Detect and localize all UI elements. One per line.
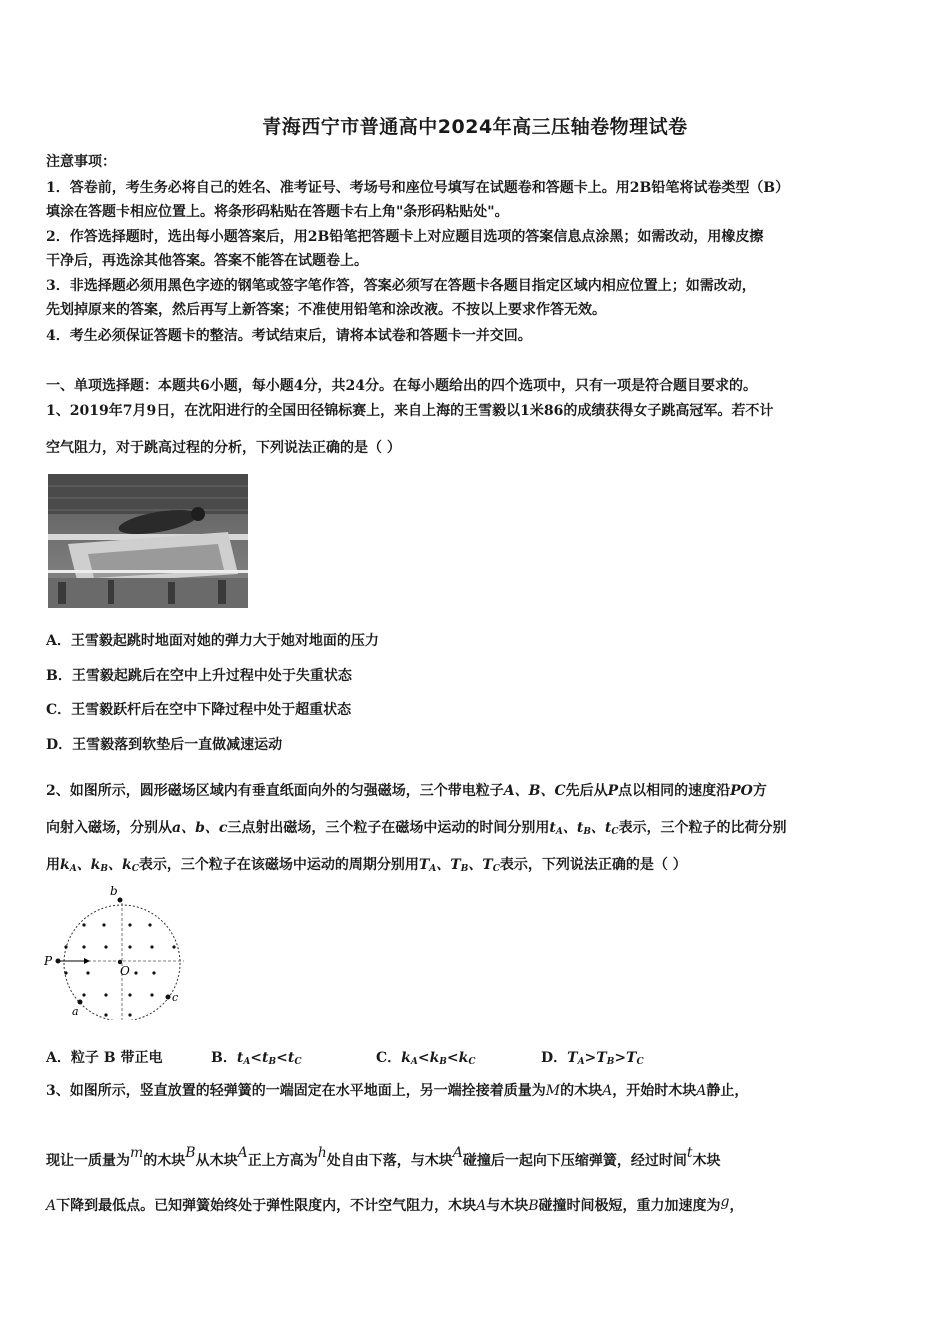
- high-jump-photo: [48, 474, 248, 608]
- notice-line: 2．作答选择题时，选出每小题答案后，用2B铅笔把答题卡上对应题目选项的答案信息点涂黑；如需改动，用橡皮擦: [46, 229, 764, 245]
- section-heading: 一、单项选择题：本题共6小题，每小题4分，共24分。在每小题给出的四个选项中，只有一项是符合题目要求的。: [46, 378, 757, 394]
- label-b: b: [110, 885, 118, 898]
- notice-heading: 注意事项：: [46, 154, 116, 170]
- notice-line: 填涂在答题卡相应位置上。将条形码粘贴在答题卡右上角"条形码粘贴处"。: [46, 204, 509, 220]
- q3-stem-line-3: A下降到最低点。已知弹簧始终处于弹性限度内，不计空气阻力，木块A与木块B碰撞时间极短，重力加速度为g，: [46, 1194, 744, 1214]
- q1-option-a: A．王雪毅起跳时地面对她的弹力大于她对地面的压力: [46, 633, 379, 649]
- q2-option-a: A．粒子 B 带正电: [46, 1050, 163, 1066]
- q1-stem-line: 空气阻力，对于跳高过程的分析，下列说法正确的是（ ）: [46, 440, 401, 456]
- label-c: c: [172, 991, 179, 1004]
- q2-stem-line-2: 向射入磁场，分别从a、b、c三点射出磁场，三个粒子在磁场中运动的时间分别用$t_A$、$t_B$、$t_C$表示，三个粒子的比荷分别: [46, 820, 787, 837]
- notice-line: 先划掉原来的答案，然后再写上新答案；不准使用铅笔和涂改液。不按以上要求作答无效。: [46, 302, 606, 318]
- page-title: 青海西宁市普通高中2024年高三压轴卷物理试卷: [262, 116, 688, 138]
- label-p: P: [44, 954, 53, 968]
- q1-option-d: D．王雪毅落到软垫后一直做减速运动: [46, 737, 283, 753]
- q2-option-d: D．$T_A>T_B>T_C$: [541, 1050, 644, 1067]
- q3-stem-line-2: 现让一质量为m的木块B从木块A正上方高为h处自由下落，与木块A碰撞后一起向下压缩弹簧，经过时间t木块: [46, 1145, 721, 1169]
- label-a: a: [72, 1005, 79, 1018]
- q1-option-c: C．王雪毅跃杆后在空中下降过程中处于超重状态: [46, 702, 352, 718]
- notice-line: 4．考生必须保证答题卡的整洁。考试结束后，请将本试卷和答题卡一并交回。: [46, 328, 532, 344]
- q2-option-c: C．$k_A<k_B<k_C$: [376, 1050, 476, 1067]
- q1-option-b: B．王雪毅起跳后在空中上升过程中处于失重状态: [46, 668, 352, 684]
- q2-stem-line-1: 2、如图所示，圆形磁场区域内有垂直纸面向外的匀强磁场，三个带电粒子A、B、C先后从P点以相同的速度沿PO方: [46, 783, 767, 799]
- q1-stem-line: 1、2019年7月9日，在沈阳进行的全国田径锦标赛上，来自上海的王雪毅以1米86的成绩获得女子跳高冠军。若不计: [46, 403, 774, 419]
- q2-stem-line-3: 用$k_A$、$k_B$、$k_C$表示，三个粒子在该磁场中运动的周期分别用$T_A$、$T_B$、$T_C$表示，下列说法正确的是（ ）: [46, 857, 687, 874]
- notice-line: 干净后，再选涂其他答案。答案不能答在试题卷上。: [46, 253, 368, 269]
- q2-option-b: B．$t_A<t_B<t_C$: [211, 1050, 302, 1067]
- q3-stem-line-1: 3、如图所示，竖直放置的轻弹簧的一端固定在水平地面上，另一端拴接着质量为M的木块A，开始时木块A静止，: [46, 1083, 749, 1099]
- notice-line: 1．答卷前，考生务必将自己的姓名、准考证号、考场号和座位号填写在试题卷和答题卡上。用2B铅笔将试卷类型（B）: [46, 180, 790, 196]
- notice-line: 3．非选择题必须用黑色字迹的钢笔或签字笔作答，答案必须写在答题卡各题目指定区域内相应位置上；如需改动，: [46, 278, 756, 294]
- label-o: O: [120, 964, 130, 978]
- magnetic-field-diagram: [44, 885, 194, 1020]
